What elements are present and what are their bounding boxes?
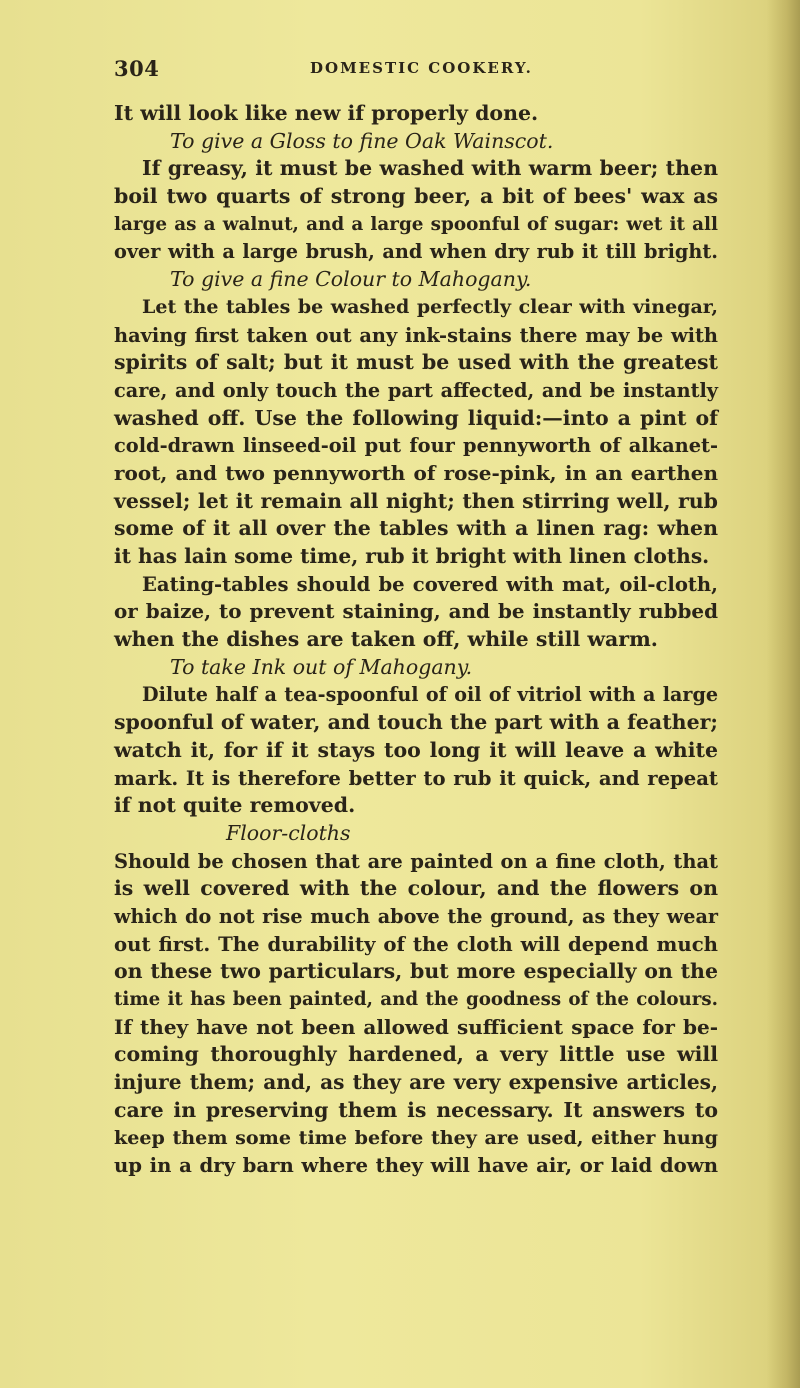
running-head: DOMESTIC COOKERY. — [310, 59, 533, 77]
page-edge-shadow — [766, 0, 800, 1388]
paragraph-line: injure them; and, as they are very expensive articles, — [114, 1070, 718, 1095]
paragraph-line: mark. It is therefore better to rub it quick, and repeat — [114, 766, 718, 790]
paragraph-line: out first. The durability of the cloth will depend much — [114, 932, 718, 956]
section-heading-ink-out-of-mahogany: To take Ink out of Mahogany. — [170, 654, 473, 679]
paragraph-line: Should be chosen that are painted on a fine cloth, that — [114, 849, 718, 873]
paragraph-line: coming thoroughly hardened, a very little use will — [114, 1042, 718, 1067]
paragraph-line: keep them some time before they are used, either hung — [114, 1126, 718, 1150]
paragraph-line: It will look like new if properly done. — [114, 101, 539, 125]
paragraph-line: Dilute half a tea-spoonful of oil of vitriol with a large — [142, 683, 718, 707]
paragraph-line: spoonful of water, and touch the part with a feather; — [114, 710, 718, 735]
paragraph-line: having first taken out any ink-stains there may be with — [114, 323, 718, 347]
paragraph-line: Let the tables be washed perfectly clear with vinegar, — [142, 295, 718, 318]
paragraph-line: or baize, to prevent staining, and be instantly rubbed — [114, 599, 718, 624]
page-number: 304 — [114, 56, 160, 81]
section-heading-mahogany-colour: To give a fine Colour to Mahogany. — [170, 267, 532, 292]
paragraph-line: which do not rise much above the ground, as they wear — [114, 904, 718, 928]
paragraph-line: spirits of salt; but it must be used with the greatest — [114, 350, 718, 375]
paragraph-line: Eating-tables should be covered with mat, oil-cloth, — [142, 572, 718, 596]
paragraph-line: when the dishes are taken off, while still warm. — [114, 627, 658, 652]
paragraph-line: care in preserving them is necessary. It answers to — [114, 1097, 718, 1122]
paragraph-line: up in a dry barn where they will have air, or laid down — [114, 1154, 718, 1178]
paragraph-line: is well covered with the colour, and the flowers on — [114, 876, 718, 901]
paragraph-line: watch it, for if it stays too long it will leave a white — [114, 737, 718, 762]
paragraph-line: root, and two pennyworth of rose-pink, in an earthen — [114, 460, 718, 485]
paragraph-line: it has lain some time, rub it bright with linen cloths. — [114, 544, 710, 568]
paragraph-line: large as a walnut, and a large spoonful of sugar: wet it all — [114, 213, 718, 235]
paragraph-line: washed off. Use the following liquid:—into a pint of — [114, 405, 718, 430]
paragraph-line: cold-drawn linseed-oil put four pennyworth of alkanet- — [114, 434, 718, 458]
section-heading-oak-wainscot: To give a Gloss to fine Oak Wainscot. — [170, 128, 554, 153]
paragraph-line: vessel; let it remain all night; then stirring well, rub — [114, 488, 718, 513]
paragraph-line: time it has been painted, and the goodness of the colours. — [114, 989, 718, 1010]
paragraph-line: on these two particulars, but more especially on the — [114, 959, 718, 984]
page-body — [114, 100, 718, 1180]
paragraph-line: over with a large brush, and when dry rub it till bright. — [114, 240, 718, 264]
section-heading-floor-cloths: Floor-cloths — [226, 820, 351, 845]
paragraph-line: If they have not been allowed sufficient space for be- — [114, 1014, 718, 1039]
paragraph-line: If greasy, it must be washed with warm beer; then — [142, 156, 718, 181]
page-header — [114, 56, 704, 86]
paragraph-line: if not quite removed. — [114, 793, 356, 818]
paragraph-line: some of it all over the tables with a linen rag: when — [114, 516, 718, 541]
paragraph-line: boil two quarts of strong beer, a bit of bees' wax as — [114, 184, 718, 209]
paragraph-line: care, and only touch the part affected, and be instantly — [114, 378, 718, 402]
